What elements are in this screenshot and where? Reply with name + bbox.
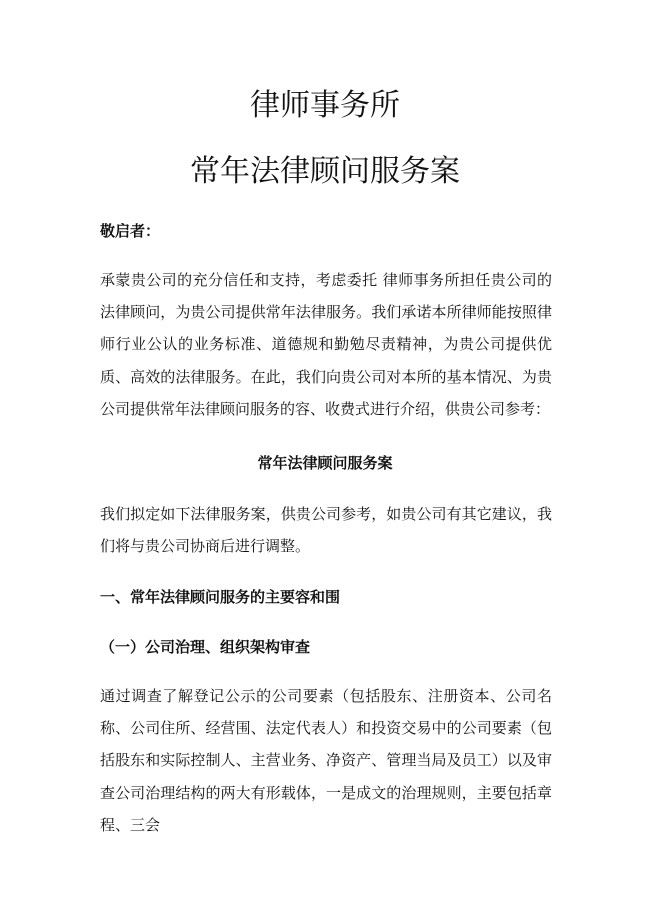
document-title-line-2: 常年法律顾问服务案: [190, 154, 460, 189]
section-title: 常年法律顾问服务案: [257, 454, 393, 472]
heading-1-1: （一）公司治理、组织架构审查: [100, 638, 311, 656]
salutation: 敬启者：: [100, 222, 161, 240]
body-paragraph: 通过调查了解登记公示的公司要素（包括股东、注册资本、公司名称、公司住所、经营围、法定代表人）和投资交易中的公司要素（包括股东和实际控制人、主营业务、净资产、管理当局及员工）以及审查公司治理结构的两大有形载体，一是成文的治理规则，主要包括章程、三会: [100, 687, 552, 834]
intro-paragraph: 承蒙贵公司的充分信任和支持，考虑委托 律师事务所担任贵公司的法律顾问，为贵公司提供常年法律服务。我们承诺本所律师能按照律师行业公认的业务标准、道德规和勤勉尽责精神，为贵公司提供优质、高效的法律服务。在此，我们向贵公司对本所的基本情况、为贵公司提供常年法律顾问服务的容、收费式进行介绍，供贵公司参考：: [100, 271, 552, 418]
heading-1: 一、常年法律顾问服务的主要容和围: [100, 588, 341, 606]
document-title-line-1: 律师事务所: [250, 88, 400, 123]
section-paragraph: 我们拟定如下法律服务案，供贵公司参考，如贵公司有其它建议，我们将与贵公司协商后进行调整。: [100, 505, 552, 556]
